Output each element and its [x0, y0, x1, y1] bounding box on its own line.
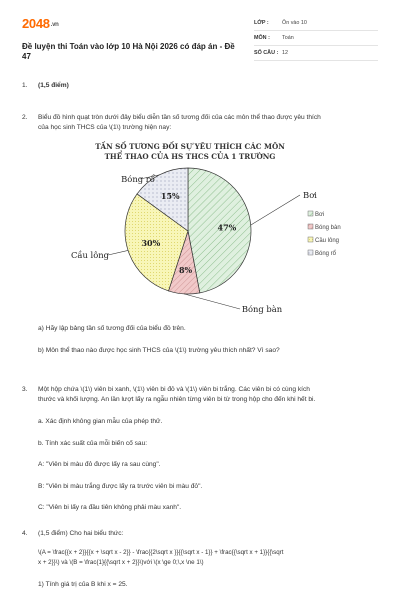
question-4-part-1: 1) Tính giá trị của B khi x = 25. — [38, 581, 128, 588]
question-text — [38, 385, 315, 405]
slice-percent-label: 30% — [141, 238, 161, 249]
chart-title-line1: TẦN SỐ TƯƠNG ĐỐI SỰ YÊU THÍCH CÁC MÔN — [95, 142, 285, 151]
legend-swatch — [308, 237, 313, 242]
question-line: thước và khối lượng. An lần lượt lấy ra ngẫu nhiên từng viên bi từ trong hộp cho đến khi hết bi. — [38, 396, 316, 403]
question-number: 4. — [22, 530, 28, 537]
site-logo[interactable] — [22, 16, 59, 31]
question-number: 3. — [22, 386, 28, 393]
legend-swatch — [308, 211, 313, 216]
slice-percent-label: 47% — [217, 222, 237, 233]
legend-label: Bóng rổ — [315, 251, 337, 257]
chart-legend — [308, 211, 341, 257]
slice-name-label: Bóng rổ — [121, 174, 155, 184]
callout-line — [184, 294, 240, 309]
question-line: của học sinh THCS của \(1\) trường hiện nay: — [38, 124, 172, 131]
callout-line — [108, 250, 128, 255]
logo-main: 2048 — [22, 16, 50, 31]
legend-label: Bơi — [315, 212, 325, 218]
logo-suffix: .vn — [50, 21, 59, 28]
pie-chart-svg — [60, 140, 360, 318]
pie-chart — [60, 140, 360, 318]
slice-percent-label: 15% — [160, 191, 180, 202]
meta-value: Toán — [282, 35, 294, 41]
question-number: 2. — [22, 114, 28, 121]
question-text: (1,5 điểm) Cho hai biểu thức: — [38, 530, 124, 537]
header — [22, 14, 378, 66]
document-title: Đề luyện thi Toán vào lớp 10 Hà Nội 2026 có đáp án - Đề 47 — [22, 42, 235, 61]
meta-value: Ôn vào 10 — [282, 20, 307, 26]
chart-title-line2: THỂ THAO CỦA HS THCS CỦA 1 TRƯỜNG — [104, 152, 276, 161]
question-text: (1,5 điểm) — [38, 82, 69, 89]
document-meta — [254, 16, 378, 61]
question-3-event-b: B: "Viên bi màu trắng được lấy ra trước viên bi màu đỏ". — [38, 483, 203, 490]
meta-row-subject — [254, 31, 378, 46]
question-line: Biểu đồ hình quạt tròn dưới đây biểu diễn tần số tương đối của các môn thể thao được yêu thích — [38, 114, 321, 121]
question-3-event-c: C: "Viên bi lấy ra đầu tiên không phải màu xanh". — [38, 504, 182, 511]
slice-name-label: Cầu lông — [70, 250, 110, 260]
question-3-part-a: a. Xác định không gian mẫu của phép thử. — [38, 418, 163, 425]
legend-swatch — [308, 224, 313, 229]
question-2-part-b: b) Môn thể thao nào được học sinh THCS của \(1\) trường yêu thích nhất? Vì sao? — [38, 347, 280, 354]
expression-line: \(A = \frac{{x + 2}}{{x + \sqrt x - 2}} - \frac{{2\sqrt x }}{{\sqrt x - 1}} + \frac{{\sqrt x + 1}}{{\sqrt — [38, 549, 284, 556]
legend-swatch — [308, 250, 313, 255]
callout-line — [251, 195, 300, 225]
question-line: Một hộp chứa \(1\) viên bi xanh, \(1\) viên bi đỏ và \(1\) viên bi trắng. Các viên bi có cùng kích — [38, 386, 310, 393]
slice-name-label: Bóng bàn — [241, 304, 283, 314]
question-3-event-a: A: "Viên bi màu đỏ được lấy ra sau cùng". — [38, 461, 161, 468]
slice-percent-label: 8% — [178, 264, 193, 275]
question-number: 1. — [22, 82, 28, 89]
legend-label: Bóng bàn — [315, 225, 341, 231]
legend-label: Cầu lông — [315, 238, 340, 244]
question-2-part-a: a) Hãy lập bảng tần số tương đối của biểu đồ trên. — [38, 325, 186, 332]
question-4-expression — [38, 548, 378, 568]
meta-row-count — [254, 46, 378, 61]
question-3-part-b: b. Tính xác suất của mỗi biến cố sau: — [38, 440, 148, 447]
expression-line: x + 2}}\) và \(B = \frac{1}{{\sqrt x + 2}}\)với \(x \ge 0;\,x \ne 1\) — [38, 559, 204, 566]
question-text — [38, 113, 321, 133]
meta-value: 12 — [282, 50, 288, 56]
meta-key: MÔN : — [254, 35, 270, 41]
slice-name-label: Bơi — [303, 190, 317, 200]
meta-key: LỚP : — [254, 20, 269, 26]
meta-key: SỐ CÂU : — [254, 50, 279, 56]
meta-row-class — [254, 16, 378, 31]
pie-slices — [125, 168, 251, 294]
